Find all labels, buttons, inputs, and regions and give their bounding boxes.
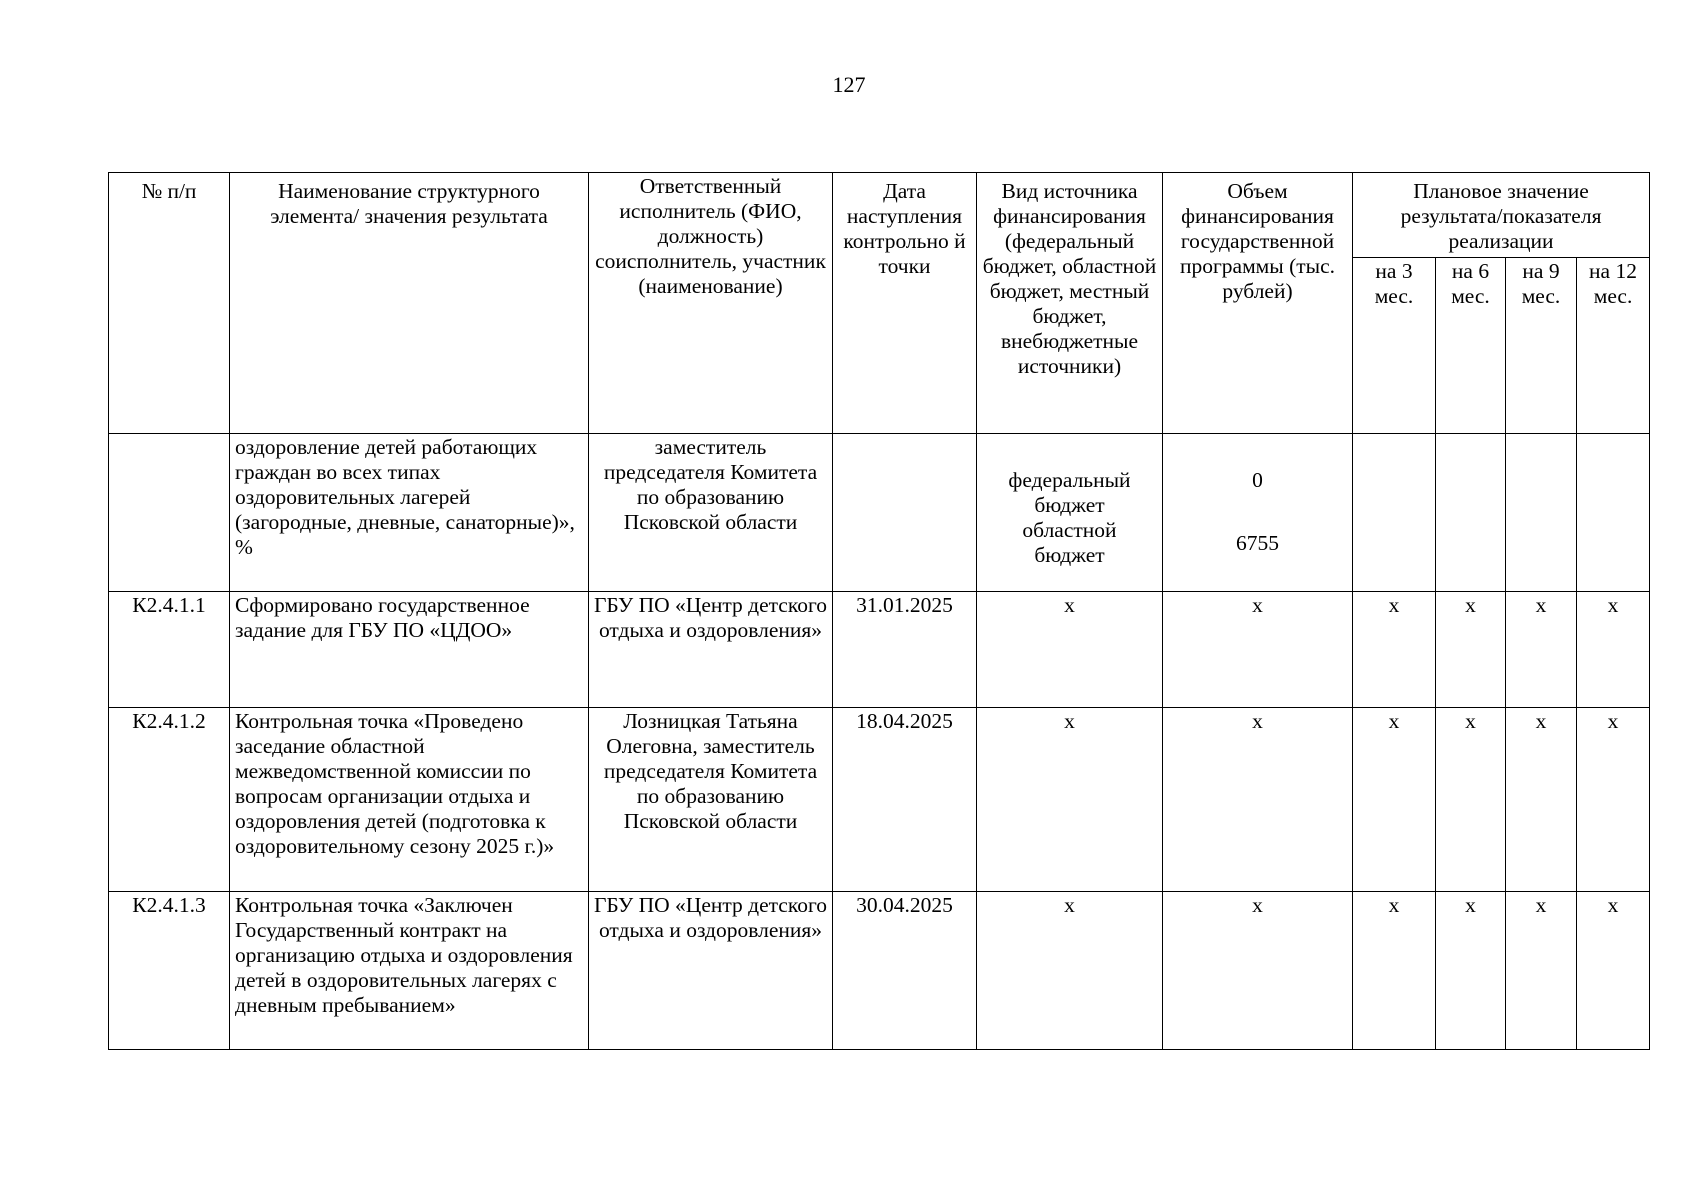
cell-date: 30.04.2025 [833, 892, 977, 1050]
cell-m12 [1577, 434, 1650, 592]
cell-responsible: заместитель председателя Комитета по образованию Псковской области [589, 434, 833, 592]
table-row [109, 592, 1650, 708]
cell-date [833, 434, 977, 592]
cell-responsible: ГБУ ПО «Центр детского отдыха и оздоровления» [589, 592, 833, 708]
header-m9: на 9 мес. [1506, 258, 1577, 434]
cell-name: Сформировано государственное задание для ГБУ ПО «ЦДОО» [230, 592, 589, 708]
cell-volume [1163, 434, 1353, 592]
cell-num: К2.4.1.1 [109, 592, 230, 708]
cell-num: К2.4.1.2 [109, 708, 230, 892]
plan-table [108, 172, 1650, 1050]
cell-volume: х [1163, 708, 1353, 892]
cell-date: 31.01.2025 [833, 592, 977, 708]
header-volume: Объем финансирования государственной программы (тыс. рублей) [1163, 173, 1353, 434]
cell-date: 18.04.2025 [833, 708, 977, 892]
cell-m12: х [1577, 892, 1650, 1050]
header-planned: Плановое значение результата/показателя реализации [1353, 173, 1650, 258]
cell-m6: х [1436, 708, 1506, 892]
continuation-row [109, 434, 1650, 592]
cell-num: К2.4.1.3 [109, 892, 230, 1050]
page-number: 127 [832, 72, 866, 97]
cell-m3: х [1353, 592, 1436, 708]
cell-m6: х [1436, 892, 1506, 1050]
cell-source: федеральный бюджет областной бюджет [977, 434, 1163, 592]
cell-responsible: Лозницкая Татьяна Олеговна, заместитель председателя Комитета по образованию Псковской области [589, 708, 833, 892]
cell-m3 [1353, 434, 1436, 592]
cell-m9: х [1506, 592, 1577, 708]
header-m6: на 6 мес. [1436, 258, 1506, 434]
cell-m9 [1506, 434, 1577, 592]
volume-regional: 6755 [1236, 531, 1279, 555]
cell-source: х [977, 592, 1163, 708]
volume-federal: 0 [1252, 468, 1263, 492]
cell-num [109, 434, 230, 592]
header-name: Наименование структурного элемента/ значения результата [230, 173, 589, 434]
header-date: Дата наступления контрольно й точки [833, 173, 977, 434]
table-row [109, 708, 1650, 892]
cell-source: х [977, 892, 1163, 1050]
cell-m12: х [1577, 708, 1650, 892]
cell-m3: х [1353, 892, 1436, 1050]
cell-m12: х [1577, 592, 1650, 708]
table-row [109, 892, 1650, 1050]
cell-responsible: ГБУ ПО «Центр детского отдыха и оздоровления» [589, 892, 833, 1050]
header-row [109, 173, 1650, 258]
header-source: Вид источника финансирования (федеральный бюджет, областной бюджет, местный бюджет, внебюджетные источники) [977, 173, 1163, 434]
header-responsible: Ответственный исполнитель (ФИО, должность) соисполнитель, участник (наименование) [589, 173, 833, 434]
cell-m9: х [1506, 708, 1577, 892]
header-m3: на 3 мес. [1353, 258, 1436, 434]
cell-volume: х [1163, 892, 1353, 1050]
cell-m6 [1436, 434, 1506, 592]
header-num: № п/п [109, 173, 230, 434]
cell-m6: х [1436, 592, 1506, 708]
cell-volume: х [1163, 592, 1353, 708]
cell-source: х [977, 708, 1163, 892]
header-m12: на 12 мес. [1577, 258, 1650, 434]
cell-name: оздоровление детей работающих граждан во всех типах оздоровительных лагерей (загородные, дневные, санаторные)», % [230, 434, 589, 592]
cell-m9: х [1506, 892, 1577, 1050]
cell-name: Контрольная точка «Проведено заседание областной межведомственной комиссии по вопросам организации отдыха и оздоровления детей (подготовка к оздоровительному сезону 2025 г.)» [230, 708, 589, 892]
cell-m3: х [1353, 708, 1436, 892]
cell-name: Контрольная точка «Заключен Государственный контракт на организацию отдыха и оздоровления детей в оздоровительных лагерях с дневным пребыванием» [230, 892, 589, 1050]
